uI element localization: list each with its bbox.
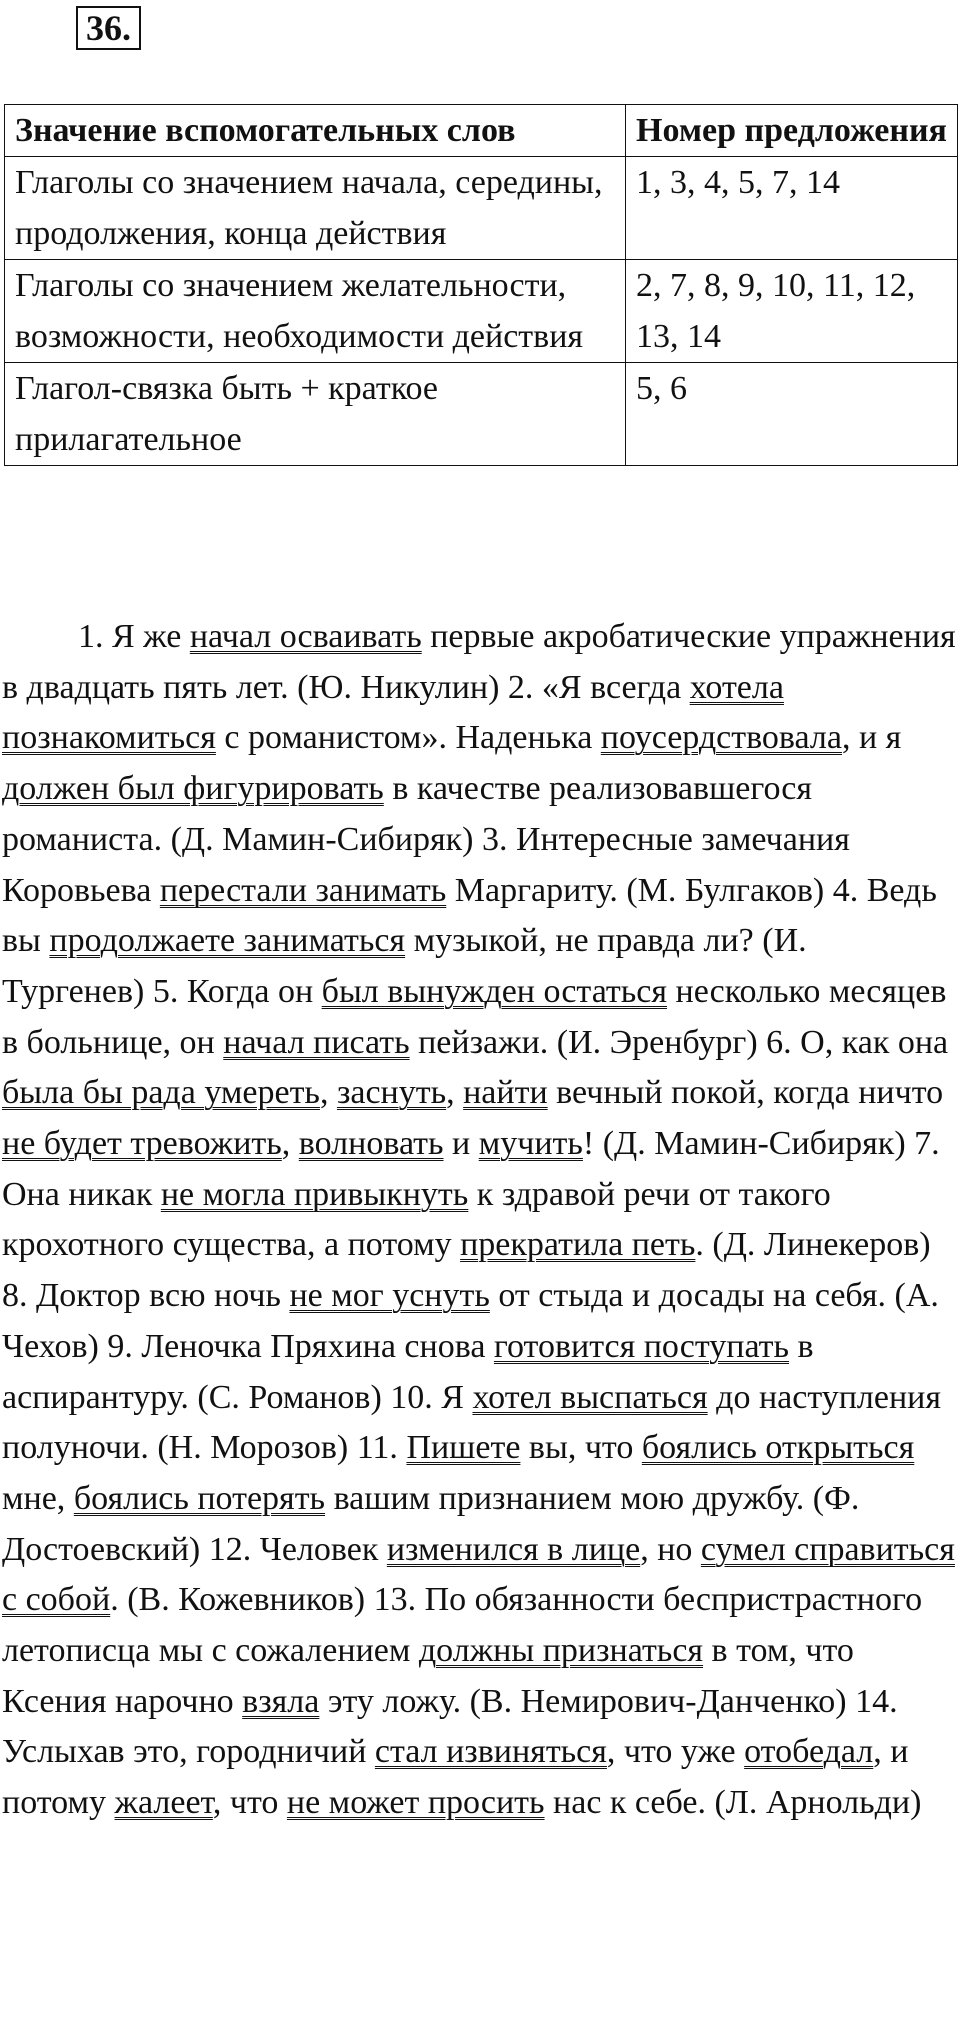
predicate-underlined: изменился в лице [386, 1530, 641, 1568]
predicate-underlined: должен был фигурировать [2, 770, 384, 808]
predicate-underlined: хотел выспаться [472, 1378, 708, 1416]
exercise-number: 36. [76, 6, 141, 50]
text-run: , [446, 1074, 464, 1112]
text-run: , [281, 1125, 299, 1163]
text-run: вы, что [520, 1429, 642, 1467]
predicate-underlined: поусердствовала [600, 719, 842, 757]
row-meaning: Глаголы со значением начала, середины, продолжения, конца действия [5, 157, 626, 260]
text-run: , [319, 1074, 337, 1112]
predicate-underlined: заснуть [336, 1074, 447, 1112]
text-run: в качестве реализовавшегося романиста. (Д. Мамин-Сибиряк) 3. Интересные замечания Коровьева [2, 770, 850, 909]
text-run: до наступления полуночи. (Н. Морозов) 11. [2, 1378, 942, 1467]
text-run: от стыда и досады на себя. (А. Чехов) 9. Леночка Пряхина снова [2, 1277, 939, 1365]
predicate-underlined: сумел справиться с собой [2, 1530, 955, 1619]
answer-table [4, 104, 958, 466]
row-meaning: Глагол-связка быть + краткое прилагательное [5, 363, 626, 466]
table-row [5, 157, 958, 260]
text-run: Маргариту. (М. Булгаков) 4. Ведь вы [2, 871, 937, 960]
row-numbers: 5, 6 [626, 363, 958, 466]
row-meaning: Глаголы со значением желательности, возможности, необходимости действия [5, 260, 626, 363]
text-run: мне, [2, 1479, 74, 1517]
text-run: к здравой речи от такого крохотного существа, а потому [2, 1175, 831, 1264]
predicate-underlined: найти [463, 1074, 548, 1112]
text-run: , и потому [2, 1733, 909, 1822]
text-run: ! (Д. Мамин-Сибиряк) 7. Она никак [2, 1125, 940, 1213]
predicate-underlined: начал писать [223, 1023, 410, 1061]
row-numbers: 1, 3, 4, 5, 7, 14 [626, 157, 958, 260]
predicate-underlined: боялись потерять [73, 1479, 326, 1517]
text-run: первые акробатические упражнения в двадцать пять лет. (Ю. Никулин) 2. «Я всегда [2, 618, 956, 706]
predicate-underlined: взяла [242, 1682, 320, 1720]
text-run: вечный покой, когда ничто [547, 1074, 944, 1112]
row-numbers: 2, 7, 8, 9, 10, 11, 12, 13, 14 [626, 260, 958, 363]
text-run: с романистом». Наденька [215, 719, 601, 757]
header-meaning: Значение вспомогательных слов [5, 105, 626, 157]
predicate-underlined: прекратила петь [460, 1226, 696, 1264]
predicate-underlined: волновать [298, 1125, 444, 1163]
text-run: . (Д. Линекеров) 8. Доктор всю ночь [2, 1226, 931, 1315]
predicate-underlined: не будет тревожить [2, 1125, 282, 1163]
predicate-underlined: была бы рада умереть [2, 1074, 320, 1112]
predicate-underlined: хотела познакомиться [2, 668, 784, 757]
predicate-underlined: перестали занимать [159, 871, 447, 909]
text-run: и [443, 1125, 479, 1163]
exercise-text [2, 612, 956, 1829]
predicate-underlined: продолжаете заниматься [49, 922, 406, 960]
predicate-underlined: должны признаться [418, 1632, 704, 1670]
predicate-underlined: начал осваивать [189, 618, 422, 655]
predicate-underlined: был вынужден остаться [321, 972, 668, 1010]
predicate-underlined: готовится поступать [493, 1327, 790, 1365]
predicate-underlined: не может просить [286, 1784, 545, 1822]
text-run: вашим признанием мою дружбу. (Ф. Достоевский) 12. Человек [2, 1479, 860, 1568]
text-run: пейзажи. (И. Эренбург) 6. О, как она [409, 1023, 949, 1061]
predicate-underlined: стал извиняться [374, 1733, 607, 1771]
text-run: , и я [841, 719, 902, 757]
predicate-underlined: боялись открыться [641, 1429, 915, 1467]
table-row [5, 363, 958, 466]
text-run: , что [212, 1784, 287, 1822]
table-row [5, 260, 958, 363]
predicate-underlined: не мог уснуть [289, 1277, 490, 1315]
predicate-underlined: Пишете [406, 1429, 521, 1467]
text-run: в аспирантуру. (С. Романов) 10. Я [2, 1327, 814, 1416]
predicate-underlined: мучить [478, 1125, 583, 1163]
text-run: несколько месяцев в больнице, он [2, 972, 947, 1061]
text-run: . (В. Кожевников) 13. По обязанности беспристрастного летописца мы с сожалением [2, 1581, 923, 1670]
text-run: музыкой, не правда ли? (И. Тургенев) 5. Когда он [2, 922, 807, 1010]
predicate-underlined: отобедал [744, 1733, 874, 1771]
text-run: , что уже [606, 1733, 745, 1771]
text-run: эту ложу. (В. Немирович-Данченко) 14. Услыхав это, городничий [2, 1682, 898, 1771]
text-run: 1. Я же [78, 618, 190, 655]
header-number: Номер предложения [626, 105, 958, 157]
text-run: , но [640, 1530, 701, 1568]
predicate-underlined: жалеет [114, 1784, 213, 1822]
table-header-row [5, 105, 958, 157]
text-run: нас к себе. (Л. Арнольди) [544, 1784, 922, 1822]
text-run: в том, что Ксения нарочно [2, 1632, 854, 1720]
predicate-underlined: не могла привыкнуть [160, 1175, 469, 1213]
